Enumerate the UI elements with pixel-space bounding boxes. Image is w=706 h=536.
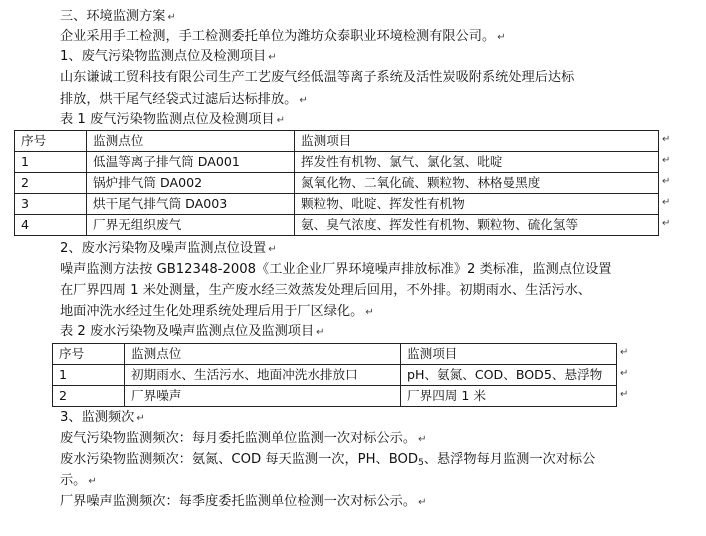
table-row	[15, 194, 659, 215]
table-header-cell: 序号	[53, 344, 125, 365]
table-cell: 挥发性有机物、氯气、氯化氢、吡啶	[295, 152, 659, 173]
subsection-1-title: 1、废气污染物监测点位及检测项目 ↵	[60, 49, 277, 64]
table-cell: 颗粒物、吡啶、挥发性有机物	[295, 194, 659, 215]
row-end-mark: ↵	[662, 218, 671, 229]
table-1-caption: 表 1 废气污染物监测点位及检测项目 ↵	[60, 112, 285, 127]
table-cell: 氨、臭气浓度、挥发性有机物、颗粒物、硫化氢等	[295, 215, 659, 236]
table-cell: 氮氧化物、二氧化硫、颗粒物、林格曼黑度	[295, 173, 659, 194]
subsection-3-title: 3、监测频次 ↵	[60, 410, 145, 425]
table-cell: 2	[53, 386, 125, 407]
table-2-caption: 表 2 废水污染物及噪声监测点位及监测项目 ↵	[60, 324, 325, 339]
noise-frequency: 厂界噪声监测频次：每季度委托监测单位检测一次对标公示。 ↵	[60, 494, 427, 509]
water-frequency-line-2: 示。 ↵	[60, 473, 97, 488]
subsection-2-title: 2、废水污染物及噪声监测点位设置 ↵	[60, 241, 277, 256]
table-cell: 厂界四周 1 米	[401, 386, 617, 407]
row-end-mark: ↵	[620, 389, 629, 400]
water-frequency-line-1: 废水污染物监测频次：氨氮、COD 每天监测一次，PH、$BOD_5$、悬浮物每月监测一次对标公	[60, 452, 596, 468]
table-header-cell: 监测点位	[125, 344, 401, 365]
table-cell: 烘干尾气排气筒 DA003	[87, 194, 295, 215]
table-header-cell: 监测项目	[295, 131, 659, 152]
table-2	[52, 343, 617, 407]
table-cell: 厂界噪声	[125, 386, 401, 407]
table-cell: 3	[15, 194, 87, 215]
row-end-mark: ↵	[662, 197, 671, 208]
table-row	[15, 131, 659, 152]
table-row	[53, 365, 617, 386]
row-end-mark: ↵	[620, 347, 629, 358]
subscript-5: 5	[418, 458, 424, 468]
table-header-cell: 监测项目	[401, 344, 617, 365]
table-row	[15, 173, 659, 194]
row-end-mark: ↵	[662, 134, 671, 145]
row-end-mark: ↵	[662, 155, 671, 166]
table-cell: 1	[15, 152, 87, 173]
table-cell: 锅炉排气筒 DA002	[87, 173, 295, 194]
gas-frequency: 废气污染物监测频次：每月委托监测单位监测一次对标公示。 ↵	[60, 431, 427, 446]
subsection-2-paragraph-line-3: 地面冲洗水经过生化处理系统处理后用于厂区绿化。 ↵	[60, 304, 374, 319]
table-cell: 4	[15, 215, 87, 236]
table-cell: 1	[53, 365, 125, 386]
table-row	[53, 344, 617, 365]
table-row	[15, 152, 659, 173]
subsection-1-paragraph-line-2: 排放，烘干尾气经袋式过滤后达标排放。 ↵	[60, 92, 308, 107]
table-cell: 初期雨水、生活污水、地面冲洗水排放口	[125, 365, 401, 386]
table-header-cell: 序号	[15, 131, 87, 152]
intro-paragraph: 企业采用手工检测，手工检测委托单位为潍坊众泰职业环境检测有限公司。 ↵	[60, 29, 506, 44]
table-row	[53, 386, 617, 407]
subsection-1-paragraph-line-1: 山东谦诚工贸科技有限公司生产工艺废气经低温等离子系统及活性炭吸附系统处理后达标	[60, 70, 575, 85]
table-cell: 低温等离子排气筒 DA001	[87, 152, 295, 173]
row-end-mark: ↵	[620, 368, 629, 379]
table-cell: 2	[15, 173, 87, 194]
table-cell: pH、氨氮、COD、BOD5、悬浮物	[401, 365, 617, 386]
row-end-mark: ↵	[662, 176, 671, 187]
table-header-cell: 监测点位	[87, 131, 295, 152]
subsection-2-paragraph-line-2: 在厂界四周 1 米处测量，生产废水经三效蒸发处理后回用，不外排。初期雨水、生活污水、	[60, 283, 592, 298]
table-1	[14, 130, 659, 236]
table-cell: 厂界无组织废气	[87, 215, 295, 236]
table-row	[15, 215, 659, 236]
section-heading: 三、环境监测方案 ↵	[60, 9, 176, 24]
subsection-2-paragraph-line-1: 噪声监测方法按 GB12348-2008《工业企业厂界环境噪声排放标准》2 类标准，监测点位设置	[60, 262, 612, 277]
